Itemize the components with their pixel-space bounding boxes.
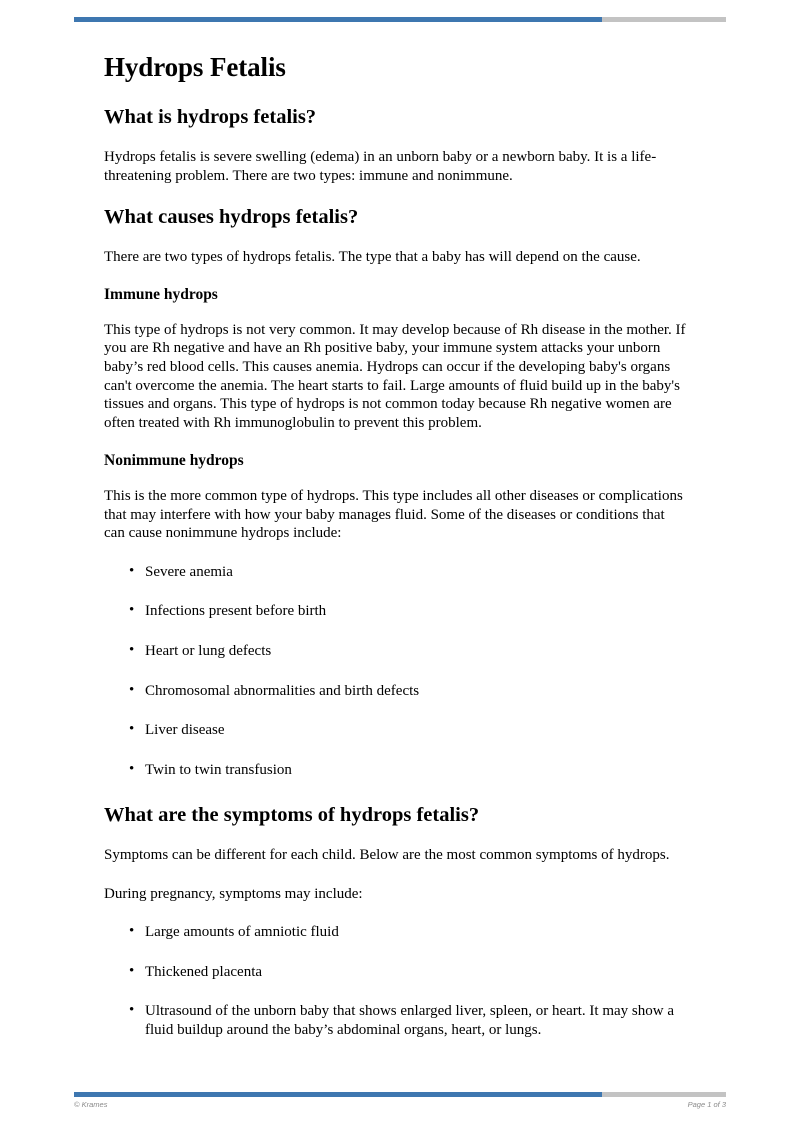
paragraph-nonimmune-hydrops-1: This is the more common type of hydrops. This type includes all other diseases or complications that may interfere with how your baby manages fluid. Some of the diseases or conditions that can cause nonimmune hydrops include: (104, 488, 683, 542)
footer-rule-blue-segment (74, 1092, 602, 1097)
list-item: • Liver disease (104, 721, 688, 740)
header-rule-gray-segment (602, 17, 726, 22)
section-heading-what-is: What is hydrops fetalis? (104, 106, 317, 129)
list-item: • Severe anemia (104, 563, 688, 582)
header-rule (74, 17, 726, 22)
section-heading-what-causes: What causes hydrops fetalis? (104, 206, 359, 229)
paragraph-what-is-1: Hydrops fetalis is severe swelling (edema) in an unborn baby or a newborn baby. It is a life-threatening problem. There are two types: immune and nonimmune. (104, 148, 657, 184)
sub-heading-immune-hydrops: Immune hydrops (104, 286, 218, 304)
section-heading-symptoms: What are the symptoms of hydrops fetalis? (104, 804, 480, 827)
page-title: Hydrops Fetalis (104, 52, 286, 82)
document-content (104, 52, 688, 1054)
paragraph-symptoms-1: Symptoms can be different for each child. Below are the most common symptoms of hydrops. (104, 846, 670, 863)
footer-rule-gray-segment (602, 1092, 726, 1097)
bullet-list-pregnancy-symptoms (104, 923, 688, 1039)
list-item: • Thickened placenta (104, 963, 688, 982)
footer-copyright: © Krames (74, 1100, 108, 1109)
list-item: • Twin to twin transfusion (104, 761, 688, 780)
footer-page-number: Page 1 of 3 (687, 1100, 726, 1109)
header-rule-blue-segment (74, 17, 602, 22)
page-footer (74, 1100, 726, 1109)
paragraph-immune-hydrops-1: This type of hydrops is not very common. It may develop because of Rh disease in the mother. If you are Rh negative and have an Rh positive baby, your immune system attacks your unborn baby’s red blood cells. This causes anemia. Hydrops can occur if the developing baby's organs can't overcome the anemia. The heart starts to fail. Large amounts of fluid build up in the baby's tissues and organs. This type of hydrops is not common today because Rh negative women are often treated with Rh immunoglobulin to prevent this problem. (104, 321, 686, 431)
list-item: • Large amounts of amniotic fluid (104, 923, 688, 942)
list-spacer (104, 793, 688, 803)
list-item: • Ultrasound of the unborn baby that shows enlarged liver, spleen, or heart. It may show a fluid buildup around the baby’s abdominal organs, heart, or lungs. (104, 1002, 688, 1039)
list-item: • Heart or lung defects (104, 642, 688, 661)
list-item: • Chromosomal abnormalities and birth defects (104, 682, 688, 701)
bullet-list-nonimmune-causes (104, 563, 688, 780)
footer-rule (74, 1092, 726, 1097)
sub-heading-nonimmune-hydrops: Nonimmune hydrops (104, 452, 244, 470)
paragraph-symptoms-2: During pregnancy, symptoms may include: (104, 885, 363, 902)
paragraph-what-causes-1: There are two types of hydrops fetalis. The type that a baby has will depend on the cause. (104, 248, 641, 265)
list-item: • Infections present before birth (104, 602, 688, 621)
